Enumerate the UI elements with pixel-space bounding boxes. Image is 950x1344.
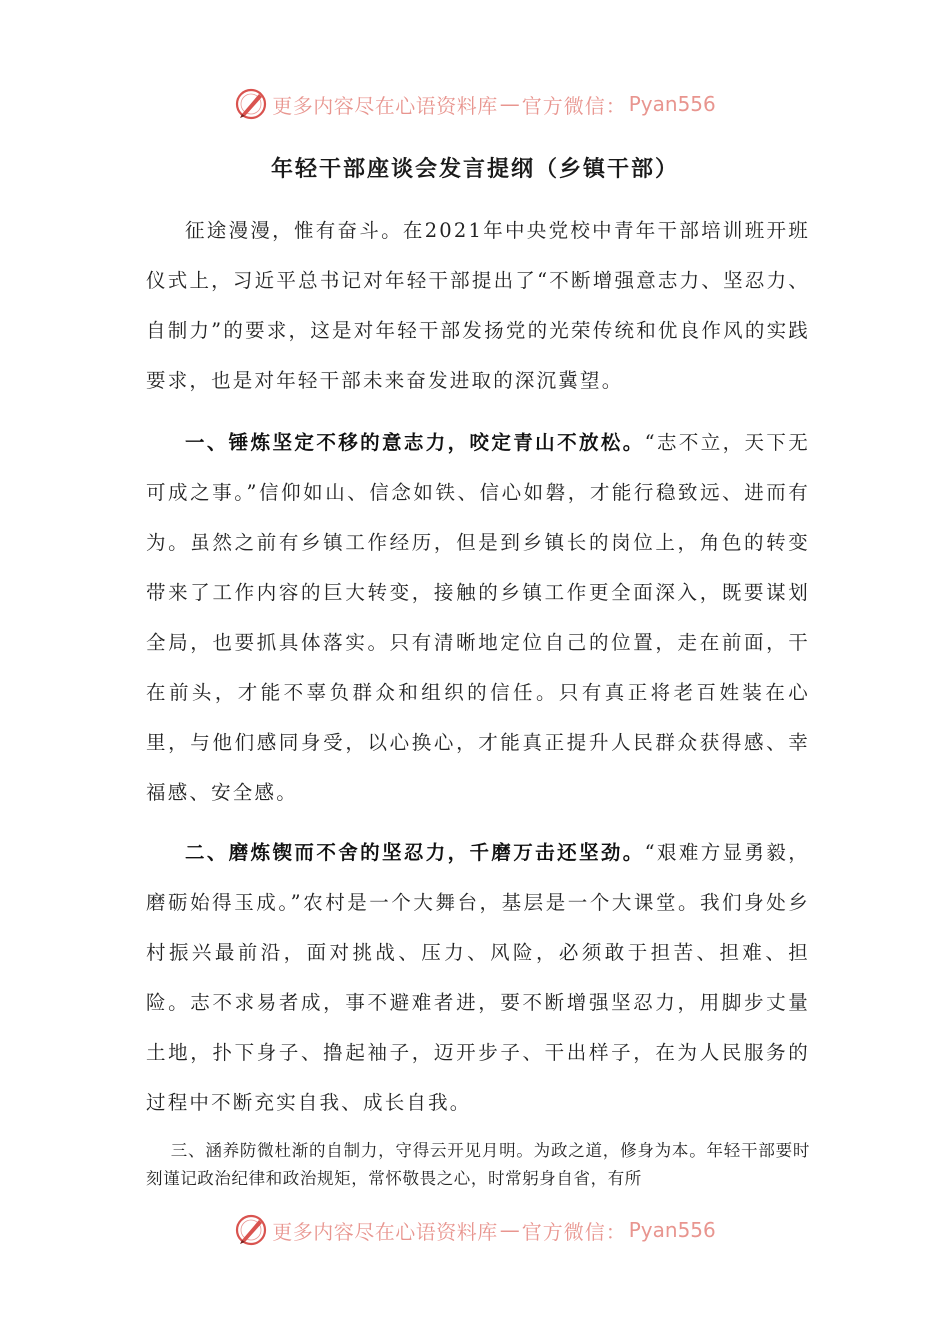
watermark-wechat-id: Pyan556: [628, 92, 716, 116]
paragraph-section-2: [146, 828, 810, 1128]
watermark-dash: —: [499, 1218, 520, 1242]
paragraph-body: “志不立，天下无可成之事。”信仰如山、信念如铁、信心如磐，才能行稳致远、进而有为。虽然之前有乡镇工作经历，但是到乡镇长的岗位上，角色的转变带来了工作内容的巨大转变，接触的乡镇工作更全面深入，既要谋划全局，也要抓具体落实。只有清晰地定位自己的位置，走在前面，干在前头，才能不辜负群众和组织的信任。只有真正将老百姓装在心里，与他们感同身受，以心换心，才能真正提升人民群众获得感、幸福感、安全感。: [146, 431, 810, 804]
watermark-wechat-id: Pyan556: [628, 1218, 716, 1242]
pen-logo-icon: [234, 1213, 268, 1247]
watermark-header: [0, 84, 950, 124]
watermark-dash: —: [499, 92, 520, 116]
watermark-text: 更多内容尽在心语资料库: [272, 1219, 498, 1244]
paragraph-section-1: [146, 418, 810, 818]
pen-logo-icon: [234, 87, 268, 121]
watermark-wechat-label: 官方微信：: [521, 93, 627, 118]
document-title: 年轻干部座谈会发言提纲（乡镇干部）: [270, 156, 679, 182]
paragraph-section-3: [146, 1137, 810, 1193]
section-heading: 二、磨炼锲而不舍的坚忍力，千磨万击还坚劲。: [185, 841, 645, 864]
watermark-text: 更多内容尽在心语资料库: [272, 93, 498, 118]
paragraph-intro: [146, 206, 810, 406]
paragraph-body: “艰难方显勇毅，磨砺始得玉成。”农村是一个大舞台，基层是一个大课堂。我们身处乡村振兴最前沿，面对挑战、压力、风险，必须敢于担苦、担难、担险。志不求易者成，事不避难者进，要不断增强坚忍力，用脚步丈量土地，扑下身子、撸起袖子，迈开步子、干出样子，在为人民服务的过程中不断充实自我、成长自我。: [146, 841, 810, 1114]
paragraph-body: 征途漫漫，惟有奋斗。在2021年中央党校中青年干部培训班开班仪式上，习近平总书记对年轻干部提出了“不断增强意志力、坚忍力、自制力”的要求，这是对年轻干部发扬党的光荣传统和优良作风的实践要求，也是对年轻干部未来奋发进取的深沉冀望。: [146, 219, 810, 392]
watermark-wechat-label: 官方微信：: [521, 1219, 627, 1244]
paragraph-body: 三、涵养防微杜渐的自制力，守得云开见月明。为政之道，修身为本。年轻干部要时刻谨记政治纪律和政治规矩，常怀敬畏之心，时常躬身自省，有所: [146, 1141, 810, 1188]
watermark-footer: [0, 1210, 950, 1250]
section-heading: 一、锤炼坚定不移的意志力，咬定青山不放松。: [185, 431, 645, 454]
